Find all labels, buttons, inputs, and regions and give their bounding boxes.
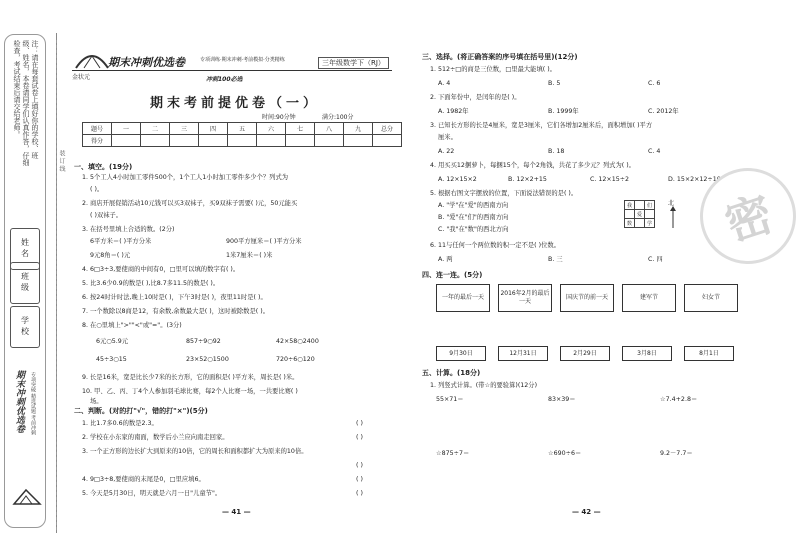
- sidebar-name-label: 姓名: [10, 228, 40, 270]
- compare-item: 42×58○2400: [276, 338, 319, 345]
- judge-answer-3[interactable]: ( ): [356, 462, 363, 469]
- sidebar-notes: 注：请在每套试卷上填好你的学校、班级、姓名，本卷请同学们认真作答，仔细检查，考试结束后请交给老师。: [13, 40, 39, 166]
- choice-3b: 厘米。: [438, 134, 457, 141]
- grid-cell: [635, 201, 645, 210]
- choice-2-option: C. 2012年: [648, 108, 679, 115]
- judge-1: 1. 比1.7多0.6的数是2.3。: [82, 420, 158, 427]
- question-3-r1b: 900平方厘米＝( )平方分米: [226, 238, 302, 245]
- score-input-cell[interactable]: [199, 135, 228, 147]
- choice-5-option: C. "我"在"数"的西北方向: [438, 226, 509, 233]
- section-judge: 二、判断。(对的打"√"，错的打"×")(5分): [74, 407, 208, 415]
- score-cell: 九: [344, 123, 373, 135]
- calc-item: 83×39＝: [548, 396, 576, 403]
- choice-6: 6. 11与任何一个两位数的积一定不是( )位数。: [430, 242, 560, 249]
- header-grade: 三年级数学下（RJ）: [318, 57, 389, 69]
- match-bottom-box[interactable]: 3月8日: [622, 346, 672, 361]
- judge-answer-2[interactable]: ( ): [356, 434, 363, 441]
- paper-time: 时间:90分钟: [262, 114, 296, 121]
- compare-item: 720÷6○120: [276, 356, 315, 363]
- cut-line-label: 装 订 线: [58, 150, 65, 172]
- choice-1-option: A. 4: [438, 80, 451, 87]
- choice-1-option: B. 5: [548, 80, 561, 87]
- score-cell: 总分: [373, 123, 402, 135]
- cut-line: [56, 40, 57, 530]
- score-table-score-row: [83, 135, 402, 147]
- score-cell: 七: [286, 123, 315, 135]
- match-bottom-box[interactable]: 9月30日: [436, 346, 486, 361]
- choice-1-option: C. 6: [648, 80, 661, 87]
- grid-cell: 爱: [635, 210, 645, 219]
- choice-6-option: A. 两: [438, 256, 453, 263]
- score-input-cell[interactable]: [315, 135, 344, 147]
- score-input-cell[interactable]: [170, 135, 199, 147]
- score-cell: 四: [199, 123, 228, 135]
- choice-4-option: B. 12×2+15: [508, 176, 547, 183]
- match-top-box[interactable]: 妇女节: [684, 284, 738, 312]
- judge-5: 5. 今天是5月30日，明天就是六月一日"儿童节"。: [82, 490, 222, 497]
- question-7: 7. 一个数除以8商是12，有余数,余数最大是( )，这时被除数是( )。: [82, 308, 269, 315]
- score-cell: 五: [228, 123, 257, 135]
- score-input-cell[interactable]: [257, 135, 286, 147]
- calc-item: ☆690÷6＝: [548, 450, 582, 457]
- judge-3: 3. 一个正方形的边长扩大到原来的10倍，它的周长和面积都扩大为原来的10倍。: [82, 448, 308, 455]
- match-bottom-box[interactable]: 2月29日: [560, 346, 610, 361]
- compare-item: 23×52○1500: [186, 356, 229, 363]
- question-8: 8. 在○里填上">""<"或"="。(3分): [82, 322, 182, 329]
- position-grid: [624, 200, 655, 228]
- score-cell: 题号: [83, 123, 112, 135]
- sidebar-class-label: 班级: [10, 262, 40, 304]
- question-3: 3. 在括号里填上合适的数。(2分): [82, 226, 175, 233]
- calc-item: 55×71＝: [436, 396, 464, 403]
- score-input-cell[interactable]: [112, 135, 141, 147]
- grid-cell: 数: [625, 219, 635, 228]
- match-bottom-box[interactable]: 12月31日: [498, 346, 548, 361]
- grid-cell: [625, 210, 635, 219]
- paper-score-total: 满分:100分: [322, 114, 354, 121]
- choice-4-option: C. 12×15÷2: [590, 176, 629, 183]
- grid-cell: 们: [645, 201, 655, 210]
- choice-3-option: B. 18: [548, 148, 565, 155]
- judge-4: 4. 9□3÷8,要使商的末尾是0，□里应填6。: [82, 476, 205, 483]
- grid-cell: 学: [645, 219, 655, 228]
- choice-4: 4. 用买买12捆萝卜，每捆15个，每个2角钱，共花了多少元？列式为( )。: [430, 162, 635, 169]
- choice-4-option: A. 12×15×2: [438, 176, 477, 183]
- score-input-cell[interactable]: [344, 135, 373, 147]
- page-number-right: — 42 —: [572, 508, 601, 516]
- question-3-r2b: 1米7厘米＝( )米: [226, 252, 273, 259]
- score-cell: 一: [112, 123, 141, 135]
- compare-item: 6元○5.9元: [96, 338, 129, 345]
- choice-6-option: C. 四: [648, 256, 663, 263]
- choice-5: 5. 根据右图文字摆放的位置，下面说法错误的是( )。: [430, 190, 578, 197]
- match-top-box[interactable]: 2016年2月的最后一天: [498, 284, 552, 312]
- score-cell: 三: [170, 123, 199, 135]
- confidential-stamp: 密: [688, 156, 800, 277]
- score-input-cell[interactable]: [228, 135, 257, 147]
- calc-heading: 1. 列竖式计算。(带☆的要验算)(12分): [430, 382, 538, 389]
- sidebar-logo-icon: [12, 486, 42, 508]
- score-input-cell[interactable]: [286, 135, 315, 147]
- page-number-left: — 41 —: [222, 508, 251, 516]
- grid-cell: 我: [625, 201, 635, 210]
- header-logo: 期末冲刺优选卷: [108, 56, 185, 69]
- question-6: 6. 按24时计时法,晚上10时是( )，下午3时是( )，夜里11时是( )。: [82, 294, 267, 301]
- score-input-cell[interactable]: [141, 135, 170, 147]
- section-fill-in: 一、填空。(19分): [74, 163, 133, 171]
- match-bottom-box[interactable]: 8月1日: [684, 346, 734, 361]
- question-5: 5. 比3.6少0.9的数是( ),比8.7多11.5的数是( )。: [82, 280, 220, 287]
- score-cell: 六: [257, 123, 286, 135]
- question-10a: 10. 甲、乙、丙、丁4个人参加羽毛球比赛，每2个人比赛一场，一共要比赛( ): [82, 388, 298, 395]
- header-rule: [72, 70, 392, 71]
- choice-3a: 3. 已知长方形的长是4厘米，宽是3厘米，它们各增加2厘米后，面积增加( )平方: [430, 122, 653, 129]
- section-calc: 五、计算。(18分): [422, 369, 481, 377]
- choice-6-option: B. 三: [548, 256, 563, 263]
- publisher-name: 金状元: [72, 74, 91, 81]
- question-1a: 1. 5个工人4小时加工零件500个，1个工人1小时加工零件多少个？列式为: [82, 174, 289, 181]
- header-subtitle: 冲刺100必选: [206, 76, 243, 83]
- grid-cell: [635, 219, 645, 228]
- question-1b: ( )。: [90, 186, 104, 193]
- sidebar-brand-sub: 专项突破 精选试题 考前冲刺: [30, 372, 36, 436]
- section-choice: 三、选择。(将正确答案的序号填在括号里)(12分): [422, 53, 578, 61]
- section-match: 四、连一连。(5分): [422, 271, 483, 279]
- question-3-r2a: 9元8角＝( )元: [90, 252, 131, 259]
- score-row-label: 得分: [83, 135, 112, 147]
- question-10b: 场。: [90, 398, 103, 405]
- question-3-r1a: 6平方米＝( )平方分米: [90, 238, 152, 245]
- north-arrow-icon: [670, 206, 676, 228]
- question-9: 9. 长是16米，宽是比长少7米的长方形，它的面积是( )平方米，周长是( )米。: [82, 374, 299, 381]
- paper-title: 期末考前提优卷（一）: [150, 96, 321, 111]
- score-table-header-row: [83, 123, 402, 135]
- score-table: [82, 122, 402, 147]
- judge-2: 2. 学校在小东家的南面，数学后小兰应向南走回家。: [82, 434, 229, 441]
- match-top-box[interactable]: 一年的最后一天: [436, 284, 490, 312]
- choice-3-option: A. 22: [438, 148, 455, 155]
- question-2a: 2. 商店开展促销活动10元钱可以买3双袜子，买9双袜子需要( )元，50元能买: [82, 200, 298, 207]
- sidebar-brand: 期末冲刺优选卷: [14, 370, 24, 433]
- calc-item: 9.2－7.7＝: [660, 450, 693, 457]
- judge-answer-4[interactable]: ( ): [356, 476, 363, 483]
- grid-cell: [645, 210, 655, 219]
- score-cell: 二: [141, 123, 170, 135]
- compare-item: 857÷9○92: [186, 338, 221, 345]
- north-arrow-label: 北: [668, 200, 675, 207]
- judge-answer-1[interactable]: ( ): [356, 420, 363, 427]
- sidebar-school-label: 学校: [10, 306, 40, 348]
- question-2b: ( )双袜子。: [90, 212, 123, 219]
- choice-5-option: A. "学"在"爱"的西南方向: [438, 202, 509, 209]
- score-cell: 八: [315, 123, 344, 135]
- choice-2-option: A. 1982年: [438, 108, 469, 115]
- match-top-box[interactable]: 国庆节的前一天: [560, 284, 614, 312]
- question-4: 4. 6□3÷3,要使商的中间有0，□里可以填的数字有( )。: [82, 266, 240, 273]
- choice-5-option: B. "爱"在"们"的西南方向: [438, 214, 509, 221]
- score-input-cell[interactable]: [373, 135, 402, 147]
- choice-2: 2. 下面年份中，是闰年的是( )。: [430, 94, 521, 101]
- calc-item: ☆875÷7＝: [436, 450, 470, 457]
- choice-4-option: D. 15×2×12÷10: [668, 176, 721, 183]
- publisher-logo-icon: [72, 48, 112, 72]
- compare-item: 45÷3○15: [96, 356, 127, 363]
- choice-1: 1. 512÷□的商是三位数，□里最大能填( )。: [430, 66, 556, 73]
- choice-2-option: B. 1999年: [548, 108, 579, 115]
- calc-item: ☆7.4+2.8＝: [660, 396, 698, 403]
- match-top-box[interactable]: 建军节: [622, 284, 676, 312]
- choice-3-option: C. 4: [648, 148, 661, 155]
- header-slogan: 专项训练·期末冲刺·考前模拟·分类精练: [200, 57, 285, 63]
- judge-answer-5[interactable]: ( ): [356, 490, 363, 497]
